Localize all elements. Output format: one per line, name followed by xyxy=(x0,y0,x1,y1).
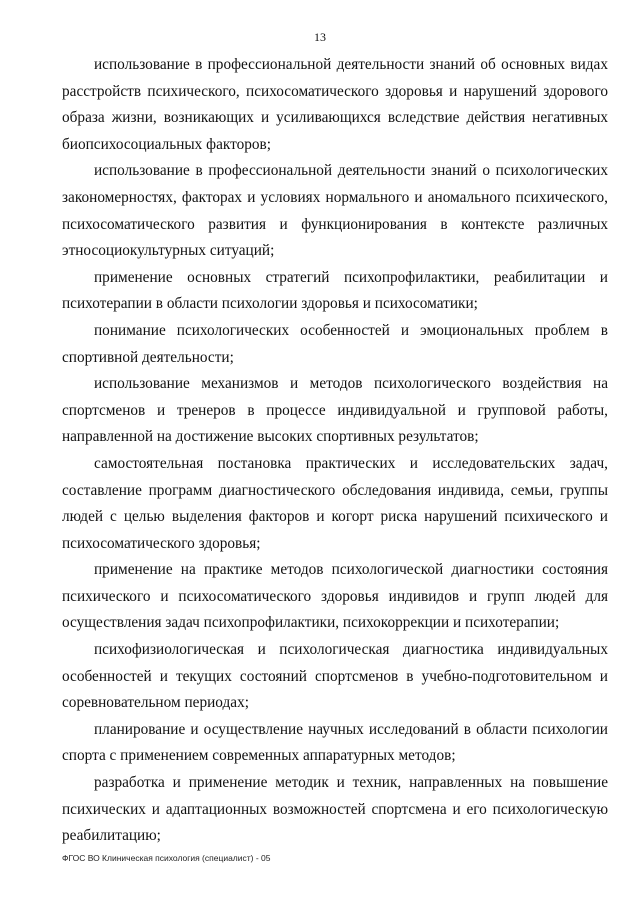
paragraph-4: понимание психологических особенностей и эмоциональных проблем в спортивной деятельности; xyxy=(62,321,608,366)
paragraph-9: планирование и осуществление научных исследований в области психологии спорта с применением современных аппаратурных методов; xyxy=(62,720,608,765)
paragraph-7: применение на практике методов психологической диагностики состояния психического и психосоматического здоровья индивидов и групп людей для осуществления задач психопрофилактики, психокоррекции и психотерапии; xyxy=(62,561,608,632)
paragraph-1: использование в профессиональной деятельности знаний об основных видах расстройств психического, психосоматического здоровья и нарушений здорового образа жизни, возникающих и усиливающихся вследствие действия негативных биопсихосоциальных факторов; xyxy=(62,56,608,153)
paragraph-5: использование механизмов и методов психологического воздействия на спортсменов и тренеров в процессе индивидуальной и групповой работы, направленной на достижение высоких спортивных результатов; xyxy=(62,375,608,446)
body-text xyxy=(62,52,608,850)
paragraph-6: самостоятельная постановка практических и исследовательских задач, составление программ диагностического обследования индивида, семьи, группы людей с целью выделения факторов и когорт риска нарушений психического и психосоматического здоровья; xyxy=(62,454,608,552)
page-number: 13 xyxy=(314,30,326,44)
paragraph-3: применение основных стратегий психопрофилактики, реабилитации и психотерапии в области психологии здоровья и психосоматики; xyxy=(62,268,608,313)
document-footer: ФГОС ВО Клиническая психология (специалист) - 05 xyxy=(62,853,271,863)
paragraph-10: разработка и применение методик и техник, направленных на повышение психических и адаптационных возможностей спортсмена и его психологическую реабилитацию; xyxy=(62,774,608,845)
paragraph-2: использование в профессиональной деятельности знаний о психологических закономерностях, факторах и условиях нормального и аномального психического, психосоматического развития и функционирования в контексте различных этносоциокультурных ситуаций; xyxy=(62,162,608,260)
paragraph-8: психофизиологическая и психологическая диагностика индивидуальных особенностей и текущих состояний спортсменов в учебно-подготовительном и соревновательном периодах; xyxy=(62,641,608,712)
